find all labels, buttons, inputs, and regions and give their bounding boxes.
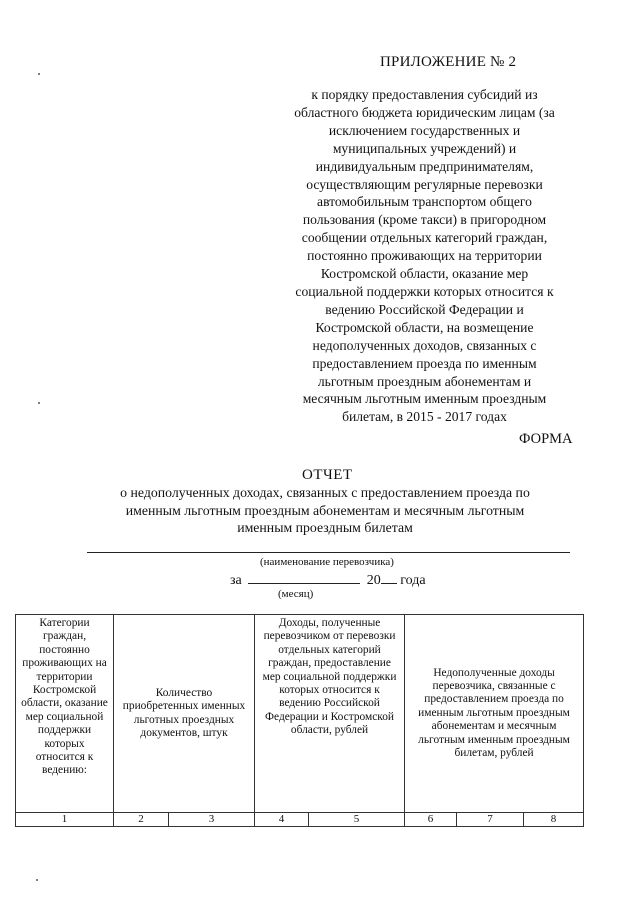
appendix-line: исключением государственных и xyxy=(328,122,521,138)
appendix-line: льготным проездным абонементам и xyxy=(317,373,532,389)
report-subtitle xyxy=(90,484,560,537)
col-lost-income-header: Недополученные доходы перевозчика, связанные с предоставлением проезда по именным льготным проездным абонементам и месячным льготным именным проездным билетам, рублей xyxy=(405,615,584,813)
year-blank-field[interactable] xyxy=(381,571,397,584)
column-number: 4 xyxy=(255,813,309,827)
report-title: ОТЧЕТ xyxy=(302,467,353,483)
appendix-line: сообщении отдельных категорий граждан, xyxy=(301,230,548,246)
report-table xyxy=(15,614,584,827)
col-categories-header: Категории граждан, постоянно проживающих на территории Костромской области, оказание мер социальной поддержки которых относится к ведению: xyxy=(16,615,114,813)
period-suffix: года xyxy=(400,573,426,588)
appendix-line: социальной поддержки которых относится к xyxy=(295,283,554,299)
appendix-line: автомобильным транспортом общего xyxy=(317,194,532,210)
appendix-line: индивидуальным предпринимателям, xyxy=(315,158,534,174)
report-subtitle-line: именным льготным проездным абонементам и месячным льготным xyxy=(125,502,525,518)
appendix-text xyxy=(262,86,587,426)
carrier-name-line[interactable] xyxy=(87,552,570,553)
period-line xyxy=(230,571,426,589)
appendix-line: Костромской области, на возмещение xyxy=(315,319,534,335)
appendix-line: билетам, в 2015 - 2017 годах xyxy=(342,409,507,425)
appendix-line: областного бюджета юридическим лицам (за xyxy=(294,104,555,120)
column-number: 3 xyxy=(169,813,255,827)
column-number: 6 xyxy=(405,813,457,827)
appendix-line: ведению Российской Федерации и xyxy=(325,301,524,317)
appendix-title: ПРИЛОЖЕНИЕ № 2 xyxy=(380,54,517,70)
appendix-line: пользования (кроме такси) в пригородном xyxy=(302,212,547,228)
scan-speck xyxy=(36,879,38,881)
period-prefix: за xyxy=(230,573,242,588)
report-subtitle-line: именным проездным билетам xyxy=(237,520,413,536)
form-label: ФОРМА xyxy=(519,431,573,447)
col-documents-count-header: Количество приобретенных именных льготных проездных документов, штук xyxy=(114,615,255,813)
appendix-line: постоянно проживающих на территории xyxy=(307,248,542,264)
carrier-name-caption: (наименование перевозчика) xyxy=(260,556,394,568)
scan-speck xyxy=(38,73,40,75)
year-prefix: 20 xyxy=(366,573,381,588)
appendix-line: Костромской области, оказание мер xyxy=(320,266,529,282)
month-blank-field[interactable] xyxy=(248,571,360,584)
appendix-line: месячным льготным именным проездным xyxy=(302,391,547,407)
month-caption: (месяц) xyxy=(278,588,314,600)
appendix-line: муниципальных учреждений) и xyxy=(332,140,517,156)
report-subtitle-line: о недополученных доходах, связанных с предоставлением проезда по xyxy=(120,485,530,500)
appendix-line: осуществляющим регулярные перевозки xyxy=(306,176,543,192)
column-number: 5 xyxy=(309,813,405,827)
table-column-numbers-row xyxy=(16,813,584,827)
col-income-header: Доходы, полученные перевозчиком от перевозки отдельных категорий граждан, предоставление мер социальной поддержки которых относится к ведению Российской Федерации и Костромской области, рублей xyxy=(255,615,405,813)
column-number: 7 xyxy=(457,813,524,827)
appendix-line: к порядку предоставления субсидий из xyxy=(311,87,538,102)
table-header-row xyxy=(16,615,584,813)
column-number: 1 xyxy=(16,813,114,827)
appendix-line: недополученных доходов, связанных с xyxy=(312,337,537,353)
column-number: 2 xyxy=(114,813,169,827)
appendix-line: предоставлением проезда по именным xyxy=(312,355,537,371)
column-number: 8 xyxy=(524,813,584,827)
scan-speck xyxy=(38,402,40,404)
